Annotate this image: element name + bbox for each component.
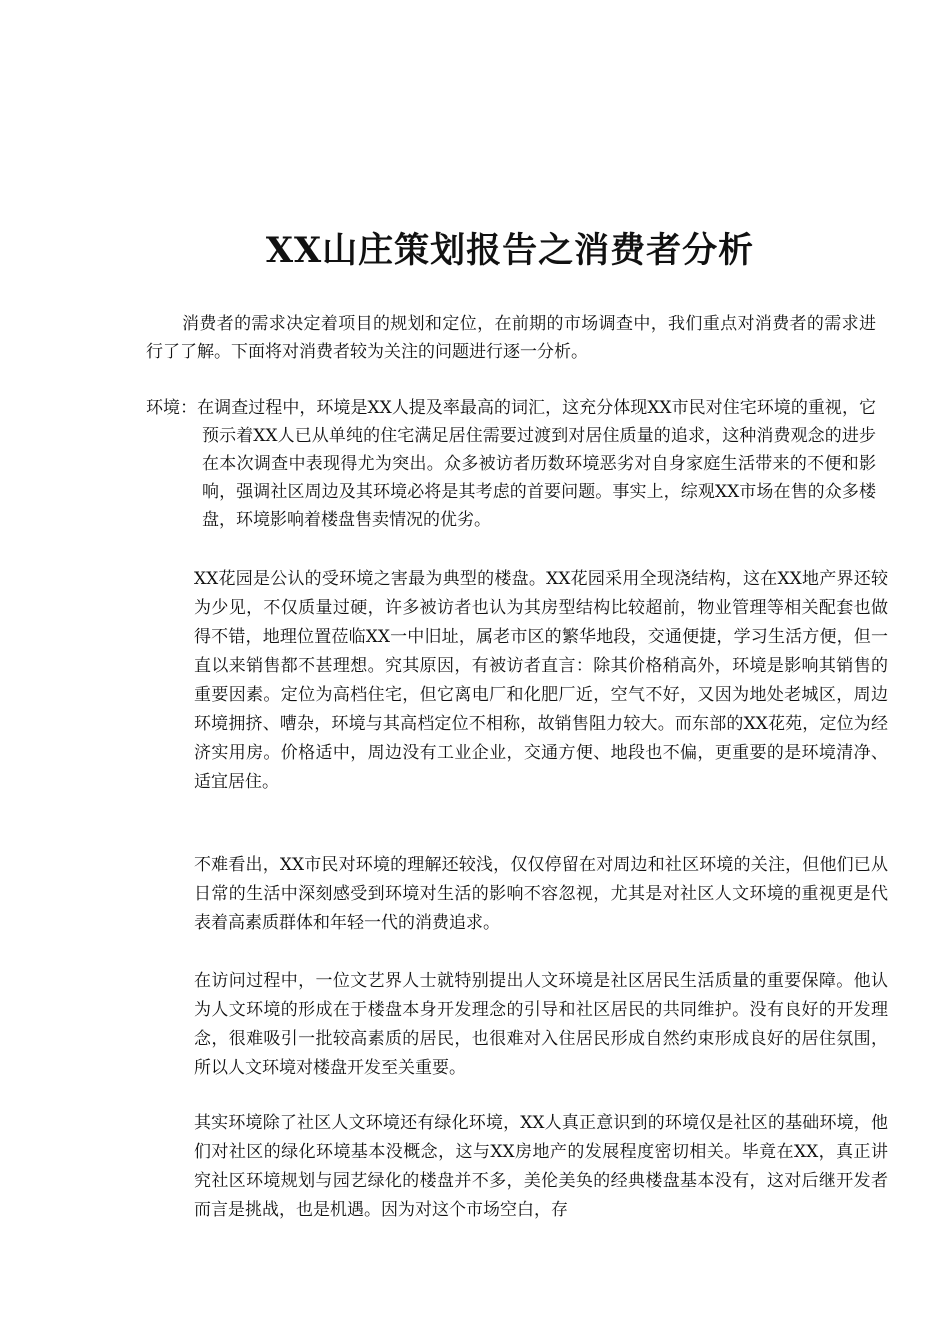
body-paragraph: 在访问过程中，一位文艺界人士就特别提出人文环境是社区居民生活质量的重要保障。他认为人文环境的形成在于楼盘本身开发理念的引导和社区居民的共同维护。没有良好的开发理念，很难吸引一批较高素质的居民，也很难对入住居民形成自然约束形成良好的居住氛围，所以人文环境对楼盘开发至关重要。: [194, 971, 888, 1078]
body-paragraph: XX花园是公认的受环境之害最为典型的楼盘。XX花园采用全现浇结构，这在XX地产界还较为少见，不仅质量过硬，许多被访者也认为其房型结构比较超前，物业管理等相关配套也做得不错，地理位置莅临XX一中旧址，属老市区的繁华地段，交通便捷，学习生活方便，但一直以来销售都不甚理想。究其原因，有被访者直言：除其价格稍高外，环境是影响其销售的重要因素。定位为高档住宅，但它离电厂和化肥厂近，空气不好，又因为地处老城区，周边环境拥挤、嘈杂，环境与其高档定位不相称，故销售阻力较大。而东部的XX花苑，定位为经济实用房。价格适中，周边没有工业企业，交通方便、地段也不偏，更重要的是环境清净、适宜居住。: [194, 569, 888, 792]
document-title: XX山庄策划报告之消费者分析: [265, 230, 755, 271]
body-paragraph: 不难看出，XX市民对环境的理解还较浅，仅仅停留在对周边和社区环境的关注，但他们已从日常的生活中深刻感受到环境对生活的影响不容忽视，尤其是对社区人文环境的重视更是代表着高素质群体和年轻一代的消费追求。: [194, 855, 888, 933]
environment-text: 在调查过程中，环境是XX人提及率最高的词汇，这充分体现XX市民对住宅环境的重视，它预示着XX人已从单纯的住宅满足居住需要过渡到对居住质量的追求，这种消费观念的进步在本次调查中表现得尤为突出。众多被访者历数环境恶劣对自身家庭生活带来的不便和影响，强调社区周边及其环境必将是其考虑的首要问题。事实上，综观XX市场在售的众多楼盘，环境影响着楼盘售卖情况的优劣。: [197, 398, 876, 530]
intro-paragraph: 消费者的需求决定着项目的规划和定位，在前期的市场调查中，我们重点对消费者的需求进行了了解。下面将对消费者较为关注的问题进行逐一分析。: [146, 314, 876, 362]
environment-section: [146, 394, 876, 534]
body-paragraph: 其实环境除了社区人文环境还有绿化环境，XX人真正意识到的环境仅是社区的基础环境，他们对社区的绿化环境基本没概念，这与XX房地产的发展程度密切相关。毕竟在XX，真正讲究社区环境规划与园艺绿化的楼盘并不多，美伦美奂的经典楼盘基本没有，这对后继开发者而言是挑战，也是机遇。因为对这个市场空白，存: [194, 1113, 888, 1220]
environment-label: 环境：: [146, 398, 198, 418]
